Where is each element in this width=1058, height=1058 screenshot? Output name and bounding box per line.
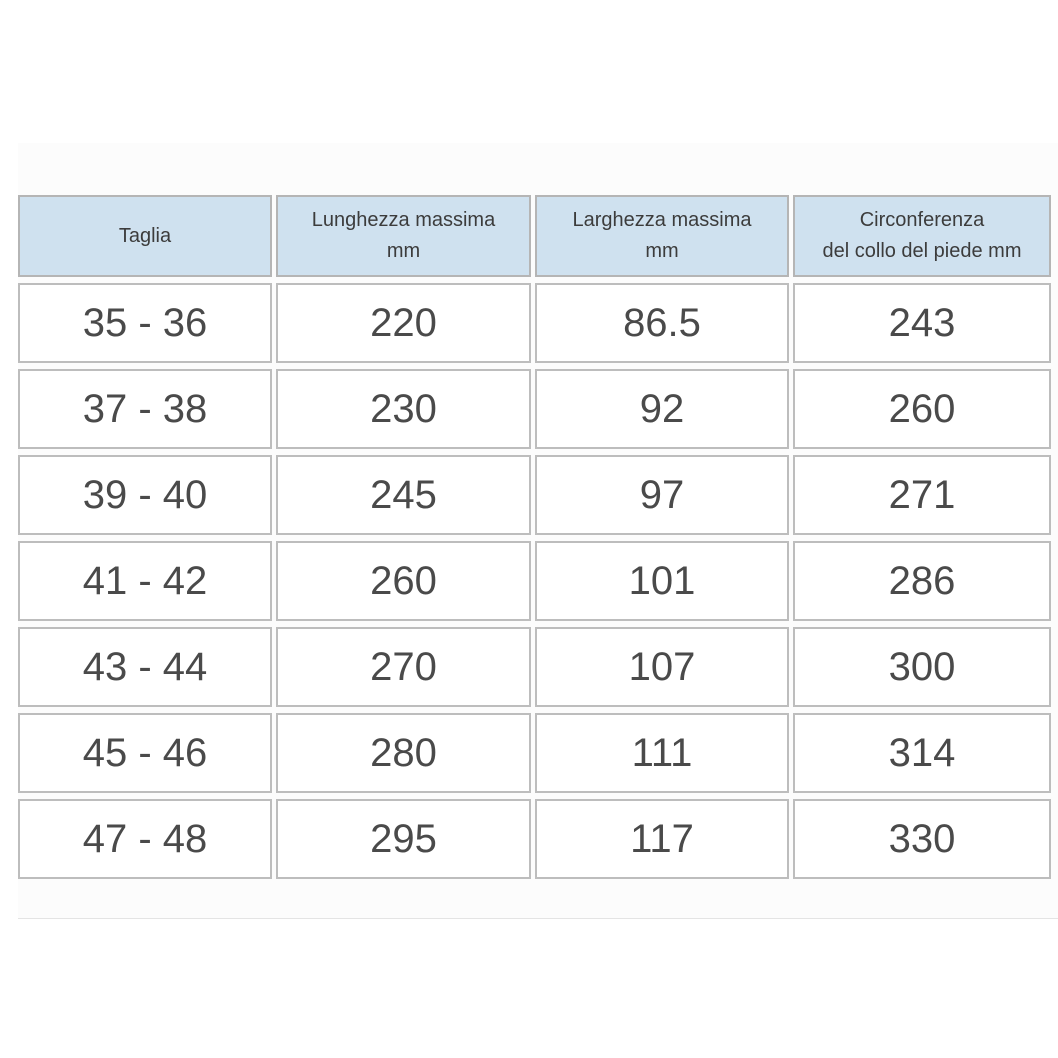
table-row: [18, 799, 1051, 879]
table-row: [18, 627, 1051, 707]
cell-max-length: 270: [276, 627, 531, 707]
cell-size: 41 - 42: [18, 541, 272, 621]
cell-instep-circumference: 243: [793, 283, 1051, 363]
table-row: [18, 283, 1051, 363]
cell-max-width: 111: [535, 713, 789, 793]
table-row: [18, 369, 1051, 449]
table-row: [18, 541, 1051, 621]
cell-size: 35 - 36: [18, 283, 272, 363]
header-max-length: [276, 195, 531, 277]
cell-max-length: 220: [276, 283, 531, 363]
size-chart-table: [14, 189, 1055, 885]
cell-instep-circumference: 300: [793, 627, 1051, 707]
header-max-width: [535, 195, 789, 277]
header-instep-circumference-line-2: del collo del piede mm: [822, 240, 1022, 262]
header-size-line: Taglia: [118, 224, 172, 247]
cell-instep-circumference: 271: [793, 455, 1051, 535]
cell-max-length: 245: [276, 455, 531, 535]
cell-max-length: 230: [276, 369, 531, 449]
header-instep-circumference-line-1: Circonferenza: [859, 209, 985, 231]
cell-instep-circumference: 260: [793, 369, 1051, 449]
cell-max-width: 97: [535, 455, 789, 535]
header-max-width-line-1: Larghezza massima: [572, 209, 752, 231]
cell-instep-circumference: 314: [793, 713, 1051, 793]
cell-max-width: 117: [535, 799, 789, 879]
cell-max-width: 92: [535, 369, 789, 449]
cell-instep-circumference: 286: [793, 541, 1051, 621]
header-size: [18, 195, 272, 277]
header-row: [18, 195, 1051, 277]
table-row: [18, 713, 1051, 793]
cell-size: 39 - 40: [18, 455, 272, 535]
header-max-length-line-1: Lunghezza massima: [311, 209, 496, 231]
cell-max-width: 107: [535, 627, 789, 707]
header-instep-circumference: [793, 195, 1051, 277]
cell-max-length: 295: [276, 799, 531, 879]
cell-size: 45 - 46: [18, 713, 272, 793]
cell-max-length: 260: [276, 541, 531, 621]
cell-max-width: 86.5: [535, 283, 789, 363]
cell-size: 47 - 48: [18, 799, 272, 879]
cell-size: 43 - 44: [18, 627, 272, 707]
table-row: [18, 455, 1051, 535]
cell-instep-circumference: 330: [793, 799, 1051, 879]
cell-max-length: 280: [276, 713, 531, 793]
cell-size: 37 - 38: [18, 369, 272, 449]
cell-max-width: 101: [535, 541, 789, 621]
header-max-width-line-2: mm: [645, 240, 679, 262]
header-max-length-line-2: mm: [386, 240, 421, 262]
